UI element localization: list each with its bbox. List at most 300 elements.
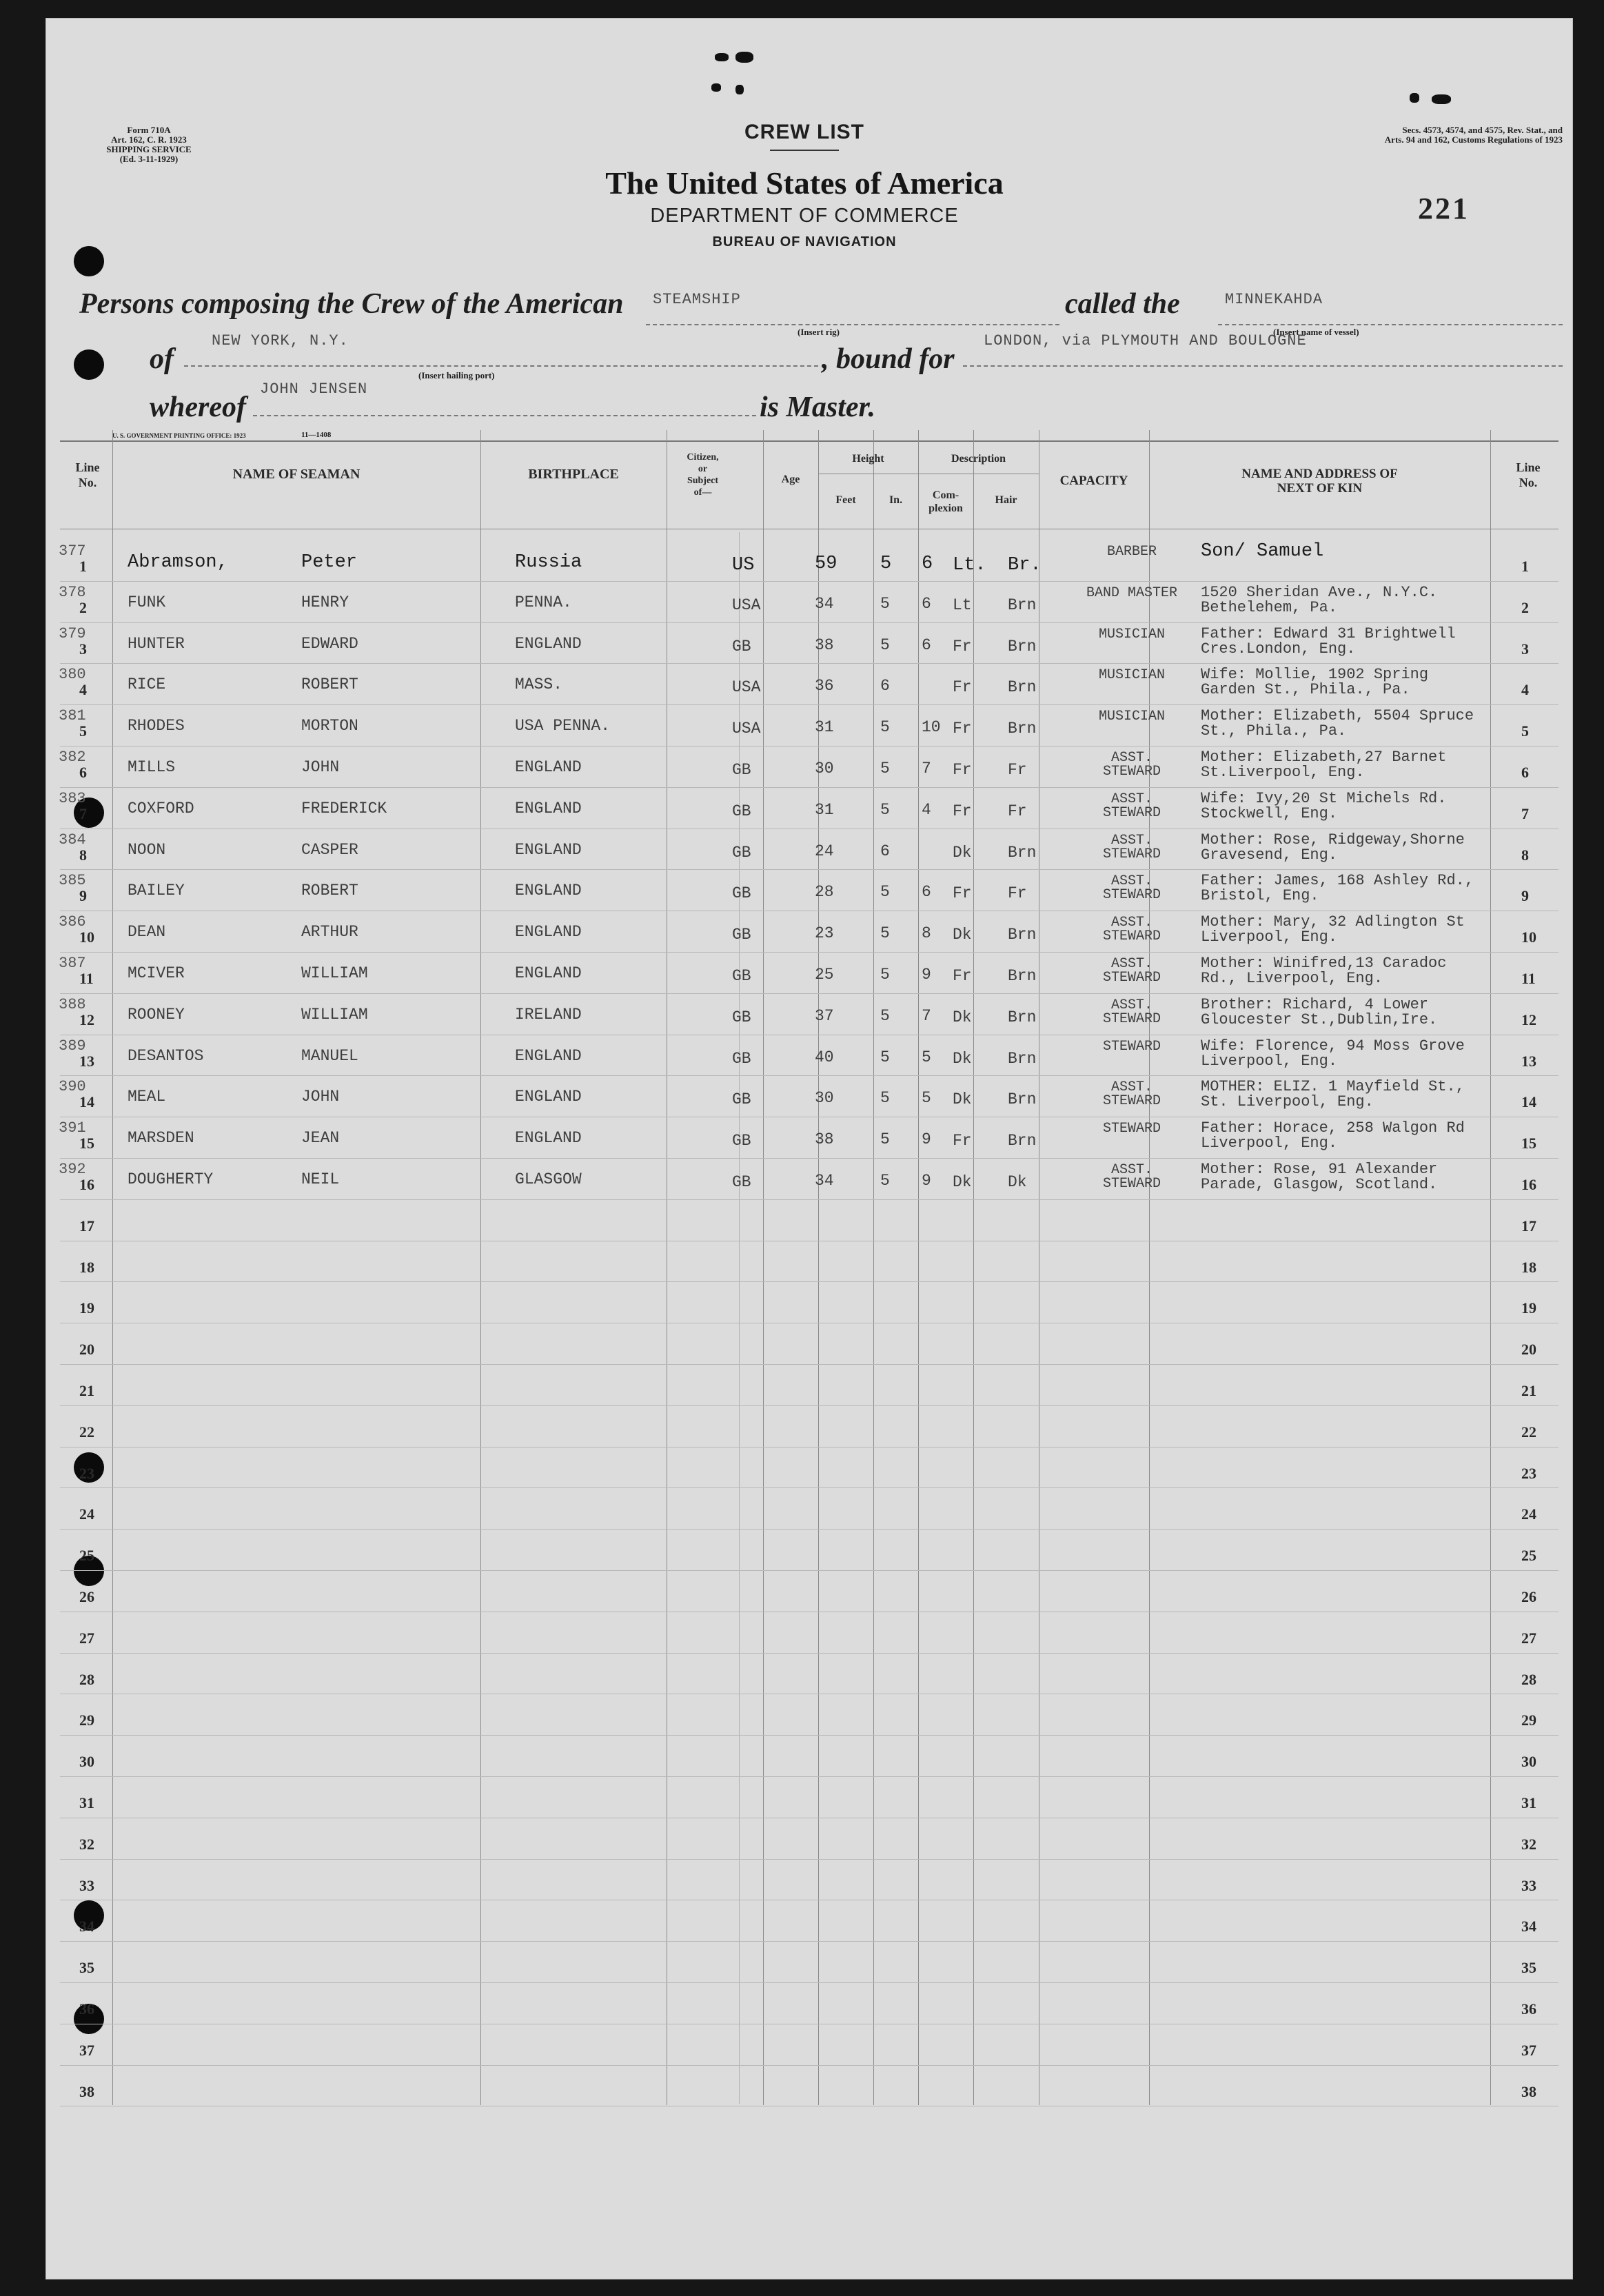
seaman-given-name: WILLIAM: [301, 964, 368, 982]
seaman-surname: ROONEY: [128, 1006, 185, 1024]
line-number-right: 8: [1521, 846, 1529, 864]
seaman-given-name: Peter: [301, 552, 358, 573]
seaman-given-name: JOHN: [301, 1088, 340, 1106]
line-number: 25: [79, 1547, 94, 1564]
line-number: 27: [79, 1629, 94, 1647]
col-rule: [112, 430, 113, 2105]
capacity: BARBER: [1106, 544, 1157, 560]
statute-line-2: Arts. 94 and 162, Customs Regulations of 1923: [1384, 134, 1563, 145]
birthplace: IRELAND: [515, 1006, 582, 1024]
col-rule: [873, 430, 874, 2105]
seaman-surname: DESANTOS: [128, 1047, 204, 1065]
height-inches: 6: [922, 553, 933, 574]
row-rule: [60, 1487, 1559, 1488]
seaman-surname: MARSDEN: [128, 1129, 194, 1147]
line-number-right: 22: [1521, 1423, 1536, 1441]
height-feet: 5: [880, 883, 890, 901]
height-feet: 5: [880, 760, 890, 778]
next-of-kin: Brother: Richard, 4 Lower Gloucester St.,Dublin,Ire.: [1201, 996, 1438, 1028]
line-number: 12: [79, 1011, 94, 1028]
serial-number: 391: [59, 1119, 86, 1137]
header-hair: Hair: [995, 494, 1017, 506]
complexion: Dk: [953, 1090, 972, 1108]
capacity: MUSICIAN: [1098, 667, 1165, 683]
line-number-right: 28: [1521, 1671, 1536, 1688]
row-rule: [60, 1570, 1559, 1571]
next-of-kin: Mother: Elizabeth, 5504 Spruce St., Phila., Pa.: [1201, 707, 1474, 740]
age: 38: [815, 1130, 834, 1148]
height-inches: 6: [922, 636, 931, 654]
height-inches: 6: [922, 883, 931, 901]
age: 23: [815, 924, 834, 942]
complexion: Dk: [953, 926, 972, 944]
line-number-right: 1: [1521, 558, 1529, 575]
row-rule: [60, 869, 1559, 870]
height-feet: 5: [880, 1048, 890, 1066]
line-number: 26: [79, 1588, 94, 1605]
header-capacity: CAPACITY: [1059, 474, 1128, 488]
hair-color: Brn: [1008, 678, 1037, 696]
line-number: 1: [79, 558, 87, 575]
next-of-kin: Mother: Winifred,13 Caradoc Rd., Liverpool, Eng.: [1201, 955, 1447, 987]
header-citizen-4: of—: [693, 487, 712, 498]
height-feet: 6: [880, 842, 890, 860]
line-number: 15: [79, 1135, 94, 1152]
serial-number: 384: [59, 831, 86, 849]
complexion: Fr: [953, 720, 972, 738]
height-feet: 5: [880, 553, 892, 574]
seaman-given-name: MANUEL: [301, 1047, 358, 1065]
line-number-right: 18: [1521, 1259, 1536, 1276]
age: 36: [815, 677, 834, 695]
line-number: 35: [79, 1959, 94, 1976]
form-number: Form 710A: [127, 125, 171, 135]
line-number-right: 13: [1521, 1053, 1536, 1070]
header-line-no: Line No.: [75, 460, 100, 489]
complexion: Dk: [953, 1008, 972, 1026]
height-feet: 5: [880, 1130, 890, 1148]
line-number-right: 15: [1521, 1135, 1536, 1152]
height-inches: 5: [922, 1048, 931, 1066]
line-number-right: 24: [1521, 1505, 1536, 1523]
citizenship: GB: [732, 844, 751, 862]
document-title: CREW LIST: [744, 121, 864, 143]
punch-hole: [74, 246, 104, 276]
line-number-right: 10: [1521, 928, 1536, 946]
capacity: ASST. STEWARD: [1102, 833, 1161, 862]
line-number: 7: [79, 805, 87, 822]
header-height: Height: [852, 453, 884, 465]
seaman-given-name: EDWARD: [301, 635, 358, 653]
line-number-right: 26: [1521, 1588, 1536, 1605]
header-name: NAME OF SEAMAN: [232, 467, 361, 482]
birthplace: ENGLAND: [515, 1047, 582, 1065]
capacity: STEWARD: [1102, 1039, 1161, 1055]
header-kin-1: NAME AND ADDRESS OF: [1241, 467, 1398, 481]
hair-color: Brn: [1008, 1132, 1037, 1150]
height-inches: 5: [922, 1089, 931, 1107]
height-feet: 6: [880, 677, 890, 695]
birthplace: ENGLAND: [515, 635, 582, 653]
seaman-given-name: ARTHUR: [301, 923, 358, 941]
row-rule: [60, 993, 1559, 994]
hair-color: Brn: [1008, 638, 1037, 656]
serial-number: 389: [59, 1037, 86, 1055]
capacity: MUSICIAN: [1098, 709, 1165, 724]
bureau-heading: BUREAU OF NAVIGATION: [712, 234, 897, 250]
seaman-given-name: ROBERT: [301, 675, 358, 693]
statute-line-1: Secs. 4573, 4574, and 4575, Rev. Stat., and: [1402, 125, 1563, 135]
row-rule: [60, 1364, 1559, 1365]
port-value: NEW YORK, N.Y.: [212, 332, 349, 349]
seaman-surname: DOUGHERTY: [128, 1170, 214, 1188]
col-rule: [918, 430, 919, 2105]
seaman-surname: RICE: [128, 675, 166, 693]
row-rule: [60, 663, 1559, 664]
citizenship: GB: [732, 802, 751, 820]
row-rule: [60, 1653, 1559, 1654]
row-rule: [60, 2065, 1559, 2066]
complexion: Fr: [953, 678, 972, 696]
serial-number: 392: [59, 1161, 86, 1178]
hair-color: Brn: [1008, 720, 1037, 738]
line-number: 14: [79, 1093, 94, 1110]
row-rule: [60, 1776, 1559, 1777]
hair-color: Dk: [1008, 1173, 1027, 1191]
serial-number: 385: [59, 872, 86, 889]
next-of-kin: Wife: Mollie, 1902 Spring Garden St., Phila., Pa.: [1201, 666, 1429, 698]
master-field: [253, 380, 756, 416]
height-feet: 5: [880, 636, 890, 654]
line-number-right: 3: [1521, 640, 1529, 658]
line-number-right: 11: [1521, 970, 1536, 987]
complexion: Fr: [953, 884, 972, 902]
hair-color: Brn: [1008, 967, 1037, 985]
port-field: [184, 332, 818, 367]
line-number-right: 36: [1521, 2000, 1536, 2018]
birthplace: GLASGOW: [515, 1170, 582, 1188]
line-number-right: 31: [1521, 1794, 1536, 1811]
row-rule: [60, 1982, 1559, 1983]
line-number: 37: [79, 2042, 94, 2059]
birthplace: USA PENNA.: [515, 717, 611, 735]
birthplace: ENGLAND: [515, 841, 582, 859]
line-number: 21: [79, 1382, 94, 1399]
line-number: 11: [79, 970, 94, 987]
persons-label: Persons composing the Crew of the American: [79, 288, 624, 320]
serial-number: 387: [59, 955, 86, 972]
header-citizen-2: or: [698, 464, 708, 474]
form-id-block: [77, 125, 221, 164]
capacity: ASST. STEWARD: [1102, 873, 1161, 903]
title-rule: [770, 150, 839, 151]
country-heading: The United States of America: [605, 165, 1004, 201]
line-number: 28: [79, 1671, 94, 1688]
row-rule: [60, 1529, 1559, 1530]
complexion: Fr: [953, 1132, 972, 1150]
ink-smudge: [735, 85, 744, 94]
line-number: 30: [79, 1753, 94, 1770]
next-of-kin: Mother: Mary, 32 Adlington St Liverpool, Eng.: [1201, 913, 1465, 946]
line-number-right: 23: [1521, 1465, 1536, 1482]
line-number-right: 7: [1521, 805, 1529, 822]
line-number: 38: [79, 2083, 94, 2100]
citizenship: GB: [732, 1173, 751, 1191]
form-edition: (Ed. 3-11-1929): [119, 154, 179, 164]
hair-color: Fr: [1008, 761, 1027, 779]
age: 30: [815, 1089, 834, 1107]
row-rule: [60, 1075, 1559, 1076]
line-number: 23: [79, 1465, 94, 1482]
header-complexion-1: Com-: [932, 489, 960, 501]
height-inches: 8: [922, 924, 931, 942]
destination-field: [963, 332, 1563, 367]
line-number: 4: [79, 681, 87, 698]
complexion: Lt.: [953, 555, 986, 576]
next-of-kin: Father: Horace, 258 Walgon Rd Liverpool, Eng.: [1201, 1119, 1465, 1152]
header-complexion-2: plexion: [928, 502, 963, 514]
row-rule: [60, 1859, 1559, 1860]
height-feet: 5: [880, 718, 890, 736]
rig-value: STEAMSHIP: [653, 291, 741, 308]
next-of-kin: MOTHER: ELIZ. 1 Mayfield St., St. Liverpool, Eng.: [1201, 1078, 1465, 1110]
capacity: MUSICIAN: [1098, 627, 1165, 642]
department-heading: DEPARTMENT OF COMMERCE: [650, 205, 959, 227]
line-number-right: 29: [1521, 1711, 1536, 1729]
statute-reference: [1259, 125, 1563, 145]
birthplace: ENGLAND: [515, 1088, 582, 1106]
height-inches: 9: [922, 1172, 931, 1190]
line-number: 9: [79, 887, 87, 904]
age: 34: [815, 595, 834, 613]
whereof-label: whereof: [150, 392, 246, 423]
capacity: ASST. STEWARD: [1102, 791, 1161, 821]
age: 28: [815, 883, 834, 901]
height-inches: 9: [922, 966, 931, 984]
line-number: 32: [79, 1836, 94, 1853]
gpo-imprint: U. S. GOVERNMENT PRINTING OFFICE: 1923: [112, 432, 246, 439]
birthplace: ENGLAND: [515, 964, 582, 982]
header-inches: In.: [889, 494, 903, 506]
complexion: Fr: [953, 638, 972, 656]
age: 24: [815, 842, 834, 860]
line-number-right: 33: [1521, 1877, 1536, 1894]
line-number-right: 17: [1521, 1217, 1536, 1235]
form-article: Art. 162, C. R. 1923: [111, 134, 187, 145]
bound-label: , bound for: [822, 343, 955, 375]
vessel-hint: (Insert name of vessel): [1273, 327, 1359, 337]
citizenship: GB: [732, 1090, 751, 1108]
capacity: ASST. STEWARD: [1102, 750, 1161, 780]
col-rule: [1490, 430, 1491, 2105]
row-rule: [60, 952, 1559, 953]
height-inches: 7: [922, 1007, 931, 1025]
form-service: SHIPPING SERVICE: [106, 144, 192, 154]
rig-field: [646, 291, 1059, 325]
complexion: Fr: [953, 967, 972, 985]
line-number-right: 35: [1521, 1959, 1536, 1976]
rig-hint: (Insert rig): [798, 327, 840, 337]
row-rule: [60, 1941, 1559, 1942]
capacity: ASST. STEWARD: [1102, 1079, 1161, 1109]
row-rule: [60, 704, 1559, 705]
vessel-value: MINNEKAHDA: [1225, 291, 1323, 308]
line-number-right: 21: [1521, 1382, 1536, 1399]
header-citizen: [670, 451, 735, 498]
serial-number: 381: [59, 707, 86, 724]
height-inches: 7: [922, 760, 931, 778]
hair-color: Brn: [1008, 1050, 1037, 1068]
crew-list-document: [45, 18, 1573, 2279]
col-rule: [973, 430, 974, 2105]
birthplace: ENGLAND: [515, 1129, 582, 1147]
seaman-surname: MILLS: [128, 758, 176, 776]
header-description: Description: [951, 453, 1006, 465]
seaman-surname: NOON: [128, 841, 166, 859]
line-number: 10: [79, 928, 94, 946]
age: 40: [815, 1048, 834, 1066]
line-number-right: 9: [1521, 887, 1529, 904]
row-rule: [60, 1199, 1559, 1200]
birthplace: ENGLAND: [515, 923, 582, 941]
header-line-no-right: Line No.: [1516, 460, 1541, 489]
next-of-kin: Mother: Rose, 91 Alexander Parade, Glasgow, Scotland.: [1201, 1161, 1438, 1193]
height-feet: 5: [880, 966, 890, 984]
age: 34: [815, 1172, 834, 1190]
line-number: 31: [79, 1794, 94, 1811]
citizenship: GB: [732, 926, 751, 944]
line-number-right: 37: [1521, 2042, 1536, 2059]
hair-color: Brn: [1008, 926, 1037, 944]
height-inches: 10: [922, 718, 941, 736]
serial-number: 383: [59, 790, 86, 807]
birthplace: ENGLAND: [515, 800, 582, 817]
capacity: ASST. STEWARD: [1102, 915, 1161, 944]
height-feet: 5: [880, 801, 890, 819]
line-number-right: 20: [1521, 1341, 1536, 1358]
seaman-surname: Abramson,: [128, 552, 228, 573]
seaman-given-name: ROBERT: [301, 882, 358, 900]
ink-smudge: [1410, 93, 1419, 103]
line-number: 19: [79, 1299, 94, 1317]
hair-color: Fr: [1008, 802, 1027, 820]
hair-color: Br.: [1008, 555, 1042, 576]
seaman-surname: FUNK: [128, 593, 166, 611]
complexion: Fr: [953, 802, 972, 820]
seaman-surname: BAILEY: [128, 882, 185, 900]
line-number-right: 4: [1521, 681, 1529, 698]
port-hint: (Insert hailing port): [418, 370, 495, 380]
complexion: Dk: [953, 1050, 972, 1068]
ink-smudge: [715, 53, 729, 61]
row-rule: [60, 1158, 1559, 1159]
serial-number: 382: [59, 749, 86, 766]
ink-smudge: [711, 83, 721, 92]
punch-hole: [74, 349, 104, 380]
age: 31: [815, 801, 834, 819]
seaman-surname: MCIVER: [128, 964, 185, 982]
line-number: 29: [79, 1711, 94, 1729]
line-number: 33: [79, 1877, 94, 1894]
line-number: 16: [79, 1176, 94, 1193]
seaman-surname: DEAN: [128, 923, 166, 941]
line-number-right: 5: [1521, 722, 1529, 740]
complexion: Fr: [953, 761, 972, 779]
citizenship: US: [732, 555, 755, 576]
line-number-right: 12: [1521, 1011, 1536, 1028]
citizenship: GB: [732, 967, 751, 985]
citizenship: GB: [732, 761, 751, 779]
seaman-given-name: NEIL: [301, 1170, 340, 1188]
header-feet: Feet: [835, 494, 856, 506]
capacity: ASST. STEWARD: [1102, 1162, 1161, 1192]
master-label: is Master.: [760, 392, 876, 423]
line-number: 6: [79, 764, 87, 781]
line-number-right: 32: [1521, 1836, 1536, 1853]
header-citizen-3: Subject: [687, 476, 719, 486]
master-value: JOHN JENSEN: [260, 380, 368, 398]
row-rule: [60, 1405, 1559, 1406]
birthplace: PENNA.: [515, 593, 572, 611]
row-rule: [60, 1281, 1559, 1282]
serial-number: 380: [59, 666, 86, 683]
capacity: ASST. STEWARD: [1102, 997, 1161, 1027]
header-kin-2: NEXT OF KIN: [1277, 481, 1363, 496]
seaman-given-name: WILLIAM: [301, 1006, 368, 1024]
serial-number: 379: [59, 625, 86, 642]
hair-color: Brn: [1008, 844, 1037, 862]
line-number: 17: [79, 1217, 94, 1235]
next-of-kin: Father: James, 168 Ashley Rd., Bristol, Eng.: [1201, 872, 1474, 904]
capacity: BAND MASTER: [1086, 585, 1178, 601]
line-number-right: 16: [1521, 1176, 1536, 1193]
height-feet: 5: [880, 1007, 890, 1025]
row-rule: [60, 1735, 1559, 1736]
height-inches: 4: [922, 801, 931, 819]
sheet-number: 221: [1418, 192, 1470, 225]
destination-value: LONDON, via PLYMOUTH AND BOULOGNE: [984, 332, 1307, 349]
line-number: 20: [79, 1341, 94, 1358]
line-number: 2: [79, 599, 87, 616]
ink-smudge: [735, 52, 753, 63]
line-number-right: 6: [1521, 764, 1529, 781]
line-number: 5: [79, 722, 87, 740]
seaman-given-name: JEAN: [301, 1129, 340, 1147]
header-age: Age: [781, 474, 800, 485]
line-number-right: 2: [1521, 599, 1529, 616]
hair-color: Brn: [1008, 596, 1037, 614]
seaman-given-name: HENRY: [301, 593, 349, 611]
line-number: 24: [79, 1505, 94, 1523]
col-rule: [763, 430, 764, 2105]
citizenship: USA: [732, 678, 761, 696]
row-rule: [60, 622, 1559, 623]
age: 31: [815, 718, 834, 736]
header-kin: [1149, 467, 1490, 496]
birthplace: Russia: [515, 552, 582, 573]
complexion: Dk: [953, 844, 972, 862]
age: 37: [815, 1007, 834, 1025]
citizenship: GB: [732, 1050, 751, 1068]
next-of-kin: Wife: Ivy,20 St Michels Rd. Stockwell, Eng.: [1201, 790, 1447, 822]
line-number: 8: [79, 846, 87, 864]
serial-number: 386: [59, 913, 86, 931]
birthplace: ENGLAND: [515, 758, 582, 776]
col-rule: [480, 430, 481, 2105]
seaman-given-name: JOHN: [301, 758, 340, 776]
seaman-given-name: CASPER: [301, 841, 358, 859]
line-number: 22: [79, 1423, 94, 1441]
